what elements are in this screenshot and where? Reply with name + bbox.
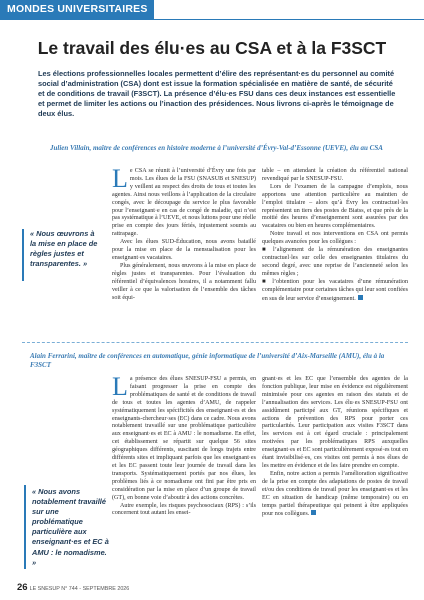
paragraph	[262, 471, 408, 519]
drop-cap: L	[112, 372, 128, 401]
section2-column-1	[112, 372, 256, 518]
end-mark-icon	[358, 295, 363, 300]
page-folio	[17, 582, 129, 593]
section1-column-2	[262, 168, 408, 303]
byline-julien-villain: Julien Villain, maître de conférences en histoire moderne à l’université d’Évry-Val-d’Essonne (UEVE), élu au CSA	[50, 144, 383, 152]
article-headline	[0, 38, 424, 59]
section2-column-2	[262, 376, 408, 519]
paragraph	[112, 372, 256, 503]
drop-cap: L	[112, 164, 128, 193]
paragraph: Lors de l’examen de la campagne d’emplois, nous apportons une attention particulière au maintien de l’emploi titulaire – alors qu’à Évry les contractuel·les représentent un tiers des postes de Biatss, et que près de la moitié des heures d’enseignement sont assurées par des vacataires ou bien en heures complémentaires.	[262, 183, 408, 230]
paragraph-text: a présence des élues SNESUP-FSU a permis, en faisant progresser la prise en compte des problématiques de santé et de conditions de travail de tous et toutes les agentes d’AMU, de rappeler systématiquement les spécificités des enseignant·es et des enseignants-chercheur·ses (EC) dans ce cadre. Nous avons notablement travaillé sur une problématique particulière aux enseignant·es et EC à AMU : le nomadisme. En effet, cet établissement se répartit sur quelque 56 sites géographiques différents, suscitant de longs trajets entre différents sites et impliquant parfois que les enseignant·es et les EC passent toute leur journée de travail dans les transports. Systématiquement portés par nos élues, les problèmes liés à ce nomadisme ont fini par être pris en considération par la mise en place d’un groupe de travail (GT), en bonne voie d’aboutir à des actions concrètes.	[112, 376, 256, 501]
paragraph	[112, 164, 256, 239]
pull-quote-1: « Nous œuvrons à la mise en place de règles justes et transparentes. »	[30, 229, 98, 269]
section-rubric	[0, 0, 424, 19]
end-mark-icon	[311, 510, 316, 515]
bullet-text: ■ l’obtention pour les vacataires d’une rémunération complémentaire pour certaines tâches qui leur sont confiées en sus de leur service d’enseignement.	[262, 278, 408, 302]
page-number: 26	[17, 582, 28, 593]
headline-part-2: et à la	[271, 38, 331, 58]
article-lede: Les élections professionnelles locales permettent d’élire des représentant·es du personnel au comité social d’administration (CSA) dont est issue la formation spécialisée en matière de santé, de sécurité et de conditions de travail (F3SCT). La présence d’élu·es FSU dans ces deux instances est essentielle et permet de limiter les actions ou l’inaction des présidences. Nous livrons ci-après le témoignage de deux élus.	[38, 69, 396, 119]
paragraph: Notre travail et nos interventions en CSA ont permis quelques avancées pour les collègues :	[262, 231, 408, 246]
rubric-rule	[0, 19, 424, 20]
rubric-label: MONDES UNIVERSITAIRES	[7, 3, 148, 15]
quote-bar	[22, 229, 24, 281]
paragraph-text: Enfin, notre action a permis l’amélioration significative de la prise en compte des adaptations de postes de travail et/ou des conditions de travail pour les enseignant·es et les EC en situation de handicap (même temporaire) ou en temps partiel thérapeutique qui peinent à être appliquées pour nos collègues.	[262, 470, 408, 518]
bullet-item: ■ l’alignement de la rémunération des enseignantes contractuel·les sur celle des enseignantes titulaires du second degré, avec une reprise de l’ancienneté selon les mêmes règles ;	[262, 247, 408, 277]
paragraph: Autre exemple, les risques psychosociaux (RPS) : s’ils concernent tout autant les ensei-	[112, 502, 256, 517]
rubric-tab	[0, 0, 154, 19]
section1-column-1	[112, 164, 256, 302]
bullet-item	[262, 279, 408, 304]
publication-info: LE SNESUP N° 744 - SEPTEMBRE 2026	[29, 586, 130, 592]
section-divider	[22, 342, 408, 343]
paragraph: table – en attendant la création du référentiel national revendiqué par le SNESUP-FSU.	[262, 168, 408, 182]
byline-alain-ferrarini: Alain Ferrarini, maître de conférences en automatique, génie informatique de l’université d’Aix-Marseille (AMU), élu à la F3SCT	[30, 352, 385, 369]
quote-bar	[24, 485, 26, 569]
paragraph: Plus généralement, nous œuvrons à la mise en place de règles justes et transparentes. Pour l’évaluation du référentiel d’équivalences horaires, il a notamment fallu veiller à ce que la valorisation de l’ensemble des tâches soit équi-	[112, 262, 256, 301]
headline-part-1: Le travail des élu·es au	[37, 38, 236, 58]
paragraph-text: e CSA se réunit à l’université d’Évry une fois par mois. Les élues de la FSU (SNASUB et SNESUP) y veillent au respect des droits de tous et toutes les agentes. Ainsi nous veillons à l’application de la circulaire congés, avec le découpage du service le plus favorable pour l’enseignant·e en cas de congé de maladie, qui n’est pas systématique à l’UEVE, et nous luttons pour une réelle prise en compte des jours fériés, injustement soumis au rattrapage.	[112, 168, 256, 238]
headline-f3sct: F3SCT	[330, 38, 387, 58]
headline-csa: CSA	[235, 38, 272, 58]
pull-quote-2: « Nous avons notablement travaillé sur une problématique particulière aux enseignant·es et EC à AMU : le nomadisme. »	[32, 487, 109, 567]
paragraph: Avec les élues SUD-Éducation, nous avons bataillé pour la mise en place de la mensualisation pour les enseignant·es vacataires.	[112, 239, 256, 261]
paragraph: gnant·es et les EC que l’ensemble des agentes de la fonction publique, leur mise en évidence est régulièrement minimisée pour ces agentes en raison des statuts et de l’annualisation des services. Les élu·es SNESUP-FSU ont assidûment participé aux GT, réunions spécifiques et actions de prévention des RPS pour porter ces particularités. Leur participation aux visites F3SCT dans les services est à cet égard cruciale : principalement motivées par les problématiques RPS auxquelles enseignant·es et EC sont particulièrement exposé·es tout en étant invisibilisé·es, ces visites ont permis à nos élues de les mettre en évidence et de les faire prendre en compte.	[262, 376, 408, 469]
